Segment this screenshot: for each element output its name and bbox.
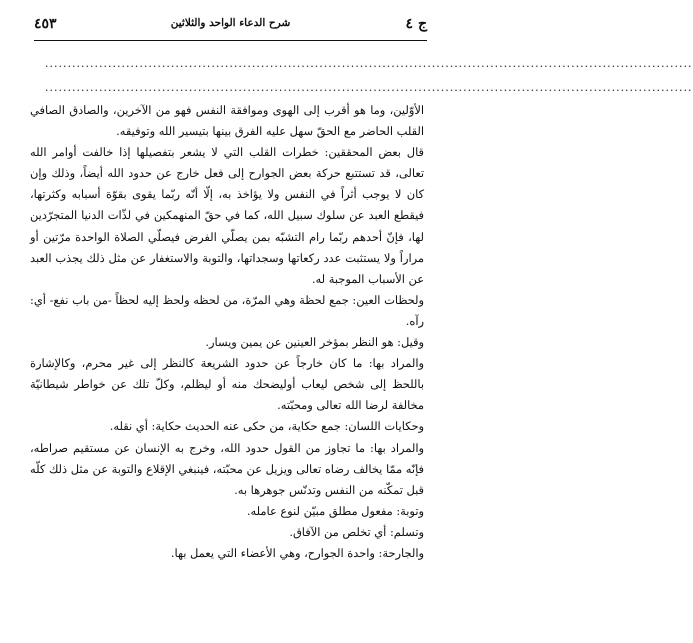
paragraph: والجارحة: واحدة الجوارح، وهي الأعضاء التي يعمل بها. <box>170 545 424 560</box>
paragraph: الأوّلين، وما هو أقرب إلى الهوى وموافقة النفس فهو من الآخرين، والصادق الصافي القلب الحاضر مع الحقّ سهل عليه الفرق بينها بتيسير الله وتوفيقه. <box>30 103 424 139</box>
paragraph: وقيل: هو النظر بمؤخر العينين عن يمين ويسار. <box>205 335 424 350</box>
paragraph: ولحظات العين: جمع لحظة وهي المرّة، من لحظه ولحظ إليه لحظاً -من باب نفع- أي: رآه. <box>30 292 424 328</box>
paragraph: وتوبة: مفعول مطلق مبيّن لنوع عامله. <box>246 503 424 518</box>
paragraph: والمراد بها: ما تجاوز من القول حدود الله، وخرج به الإنسان عن مستقيم صراطه، فإنّه ممّا يخالف رضاه تعالى ويزيل عن محبّته، فينبغي الإقلاع والتوبة عن مثل ذلك كلّه قبل تمكّنه من النفس وتدنّس جوهرها به. <box>30 440 424 497</box>
body-text <box>30 100 424 564</box>
paragraph: والمراد بها: ما كان خارجاً عن حدود الشريعة كالنظر إلى غير محرم، وكالإشارة باللحظ إلى شخص ليعاب أوليضحك منه أو ليظلم، وكلّ تلك عن خواطر شيطانيّة مخالفة لرضا الله تعالى ومحبّته. <box>30 356 424 413</box>
paragraph: قال بعض المحققين: خطرات القلب التي لا يشعر بتفصيلها إذا خالفت أوامر الله تعالى، قد تستتبع حركة بعض الجوارح إلى فعل خارج عن حدود الله أيضاً، وذلك وإن كان لا يوجب أثراً في النفس ولا يؤاخذ به، إلّا أنّه ربّما يقوى بقوّة أسبابه وكثرتها، فيقطع العبد عن سلوك سبيل الله، كما في حقّ المنهمكين في لذّات الدنيا المتجرّدين لها، فإنّ أحدهم ربّما رام التشبّه بمن يصلّي الفرض فيصلّي الصلاة الواحدة مرّتين أو مراراً ولا يستثبت عدد ركعاتها وسجداتها، والتوبة والاستغفار عن مثل ذلك يجذب العبد عن الأسباب الموجبة له. <box>30 145 424 286</box>
running-title: شرح الدعاء الواحد والثلاثين <box>170 17 291 29</box>
elision-dots-line: ................................................................................................................................................ <box>45 81 693 94</box>
paragraph: وتسلم: أي تخلص من الآفاق. <box>289 524 424 539</box>
header-rule <box>34 40 427 41</box>
page-number: ٤٥٣ <box>34 16 57 32</box>
elision-dots-line: ................................................................................................................................................ <box>45 57 693 70</box>
volume-label: ج ٤ <box>405 16 427 32</box>
page-header <box>34 12 427 40</box>
paragraph: وحكايات اللسان: جمع حكاية، من حكى عنه الحديث حكاية: أي نقله. <box>109 419 424 434</box>
